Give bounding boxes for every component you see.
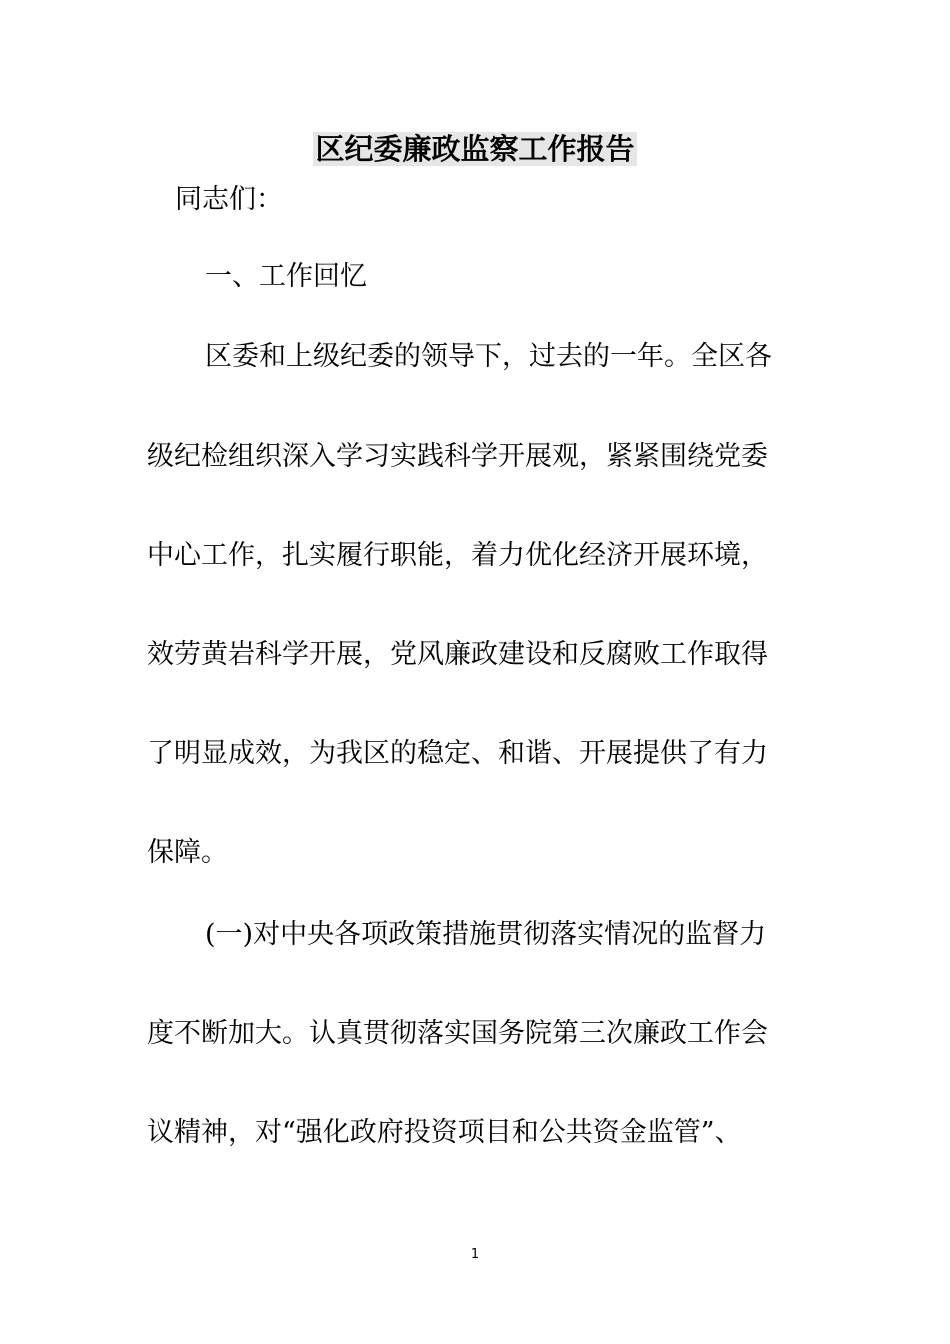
paragraph-line: (一)对中央各项政策措施贯彻落实情况的监督力: [205, 919, 767, 950]
paragraph-line: 区委和上级纪委的领导下，过去的一年。全区各: [205, 341, 772, 372]
paragraph-line: 保障。: [147, 837, 228, 868]
salutation: 同志们：: [175, 184, 283, 215]
section-heading: 一、工作回忆: [205, 261, 367, 292]
paragraph-line: 中心工作，扎实履行职能，着力优化经济开展环境，: [147, 540, 768, 571]
paragraph-line: 了明显成效，为我区的稳定、和谐、开展提供了有力: [147, 738, 768, 769]
paragraph-line: 效劳黄岩科学开展，党风廉政建设和反腐败工作取得: [147, 639, 768, 670]
page-number: 1: [470, 1247, 480, 1262]
document-title-text: 区纪委廉政监察工作报告: [315, 132, 635, 166]
paragraph-line: 度不断加大。认真贯彻落实国务院第三次廉政工作会: [147, 1018, 768, 1049]
paragraph-line: 议精神，对“强化政府投资项目和公共资金监管”、: [147, 1117, 742, 1148]
paragraph-line: 级纪检组织深入学习实践科学开展观，紧紧围绕党委: [147, 441, 768, 472]
document-title: [0, 128, 950, 170]
